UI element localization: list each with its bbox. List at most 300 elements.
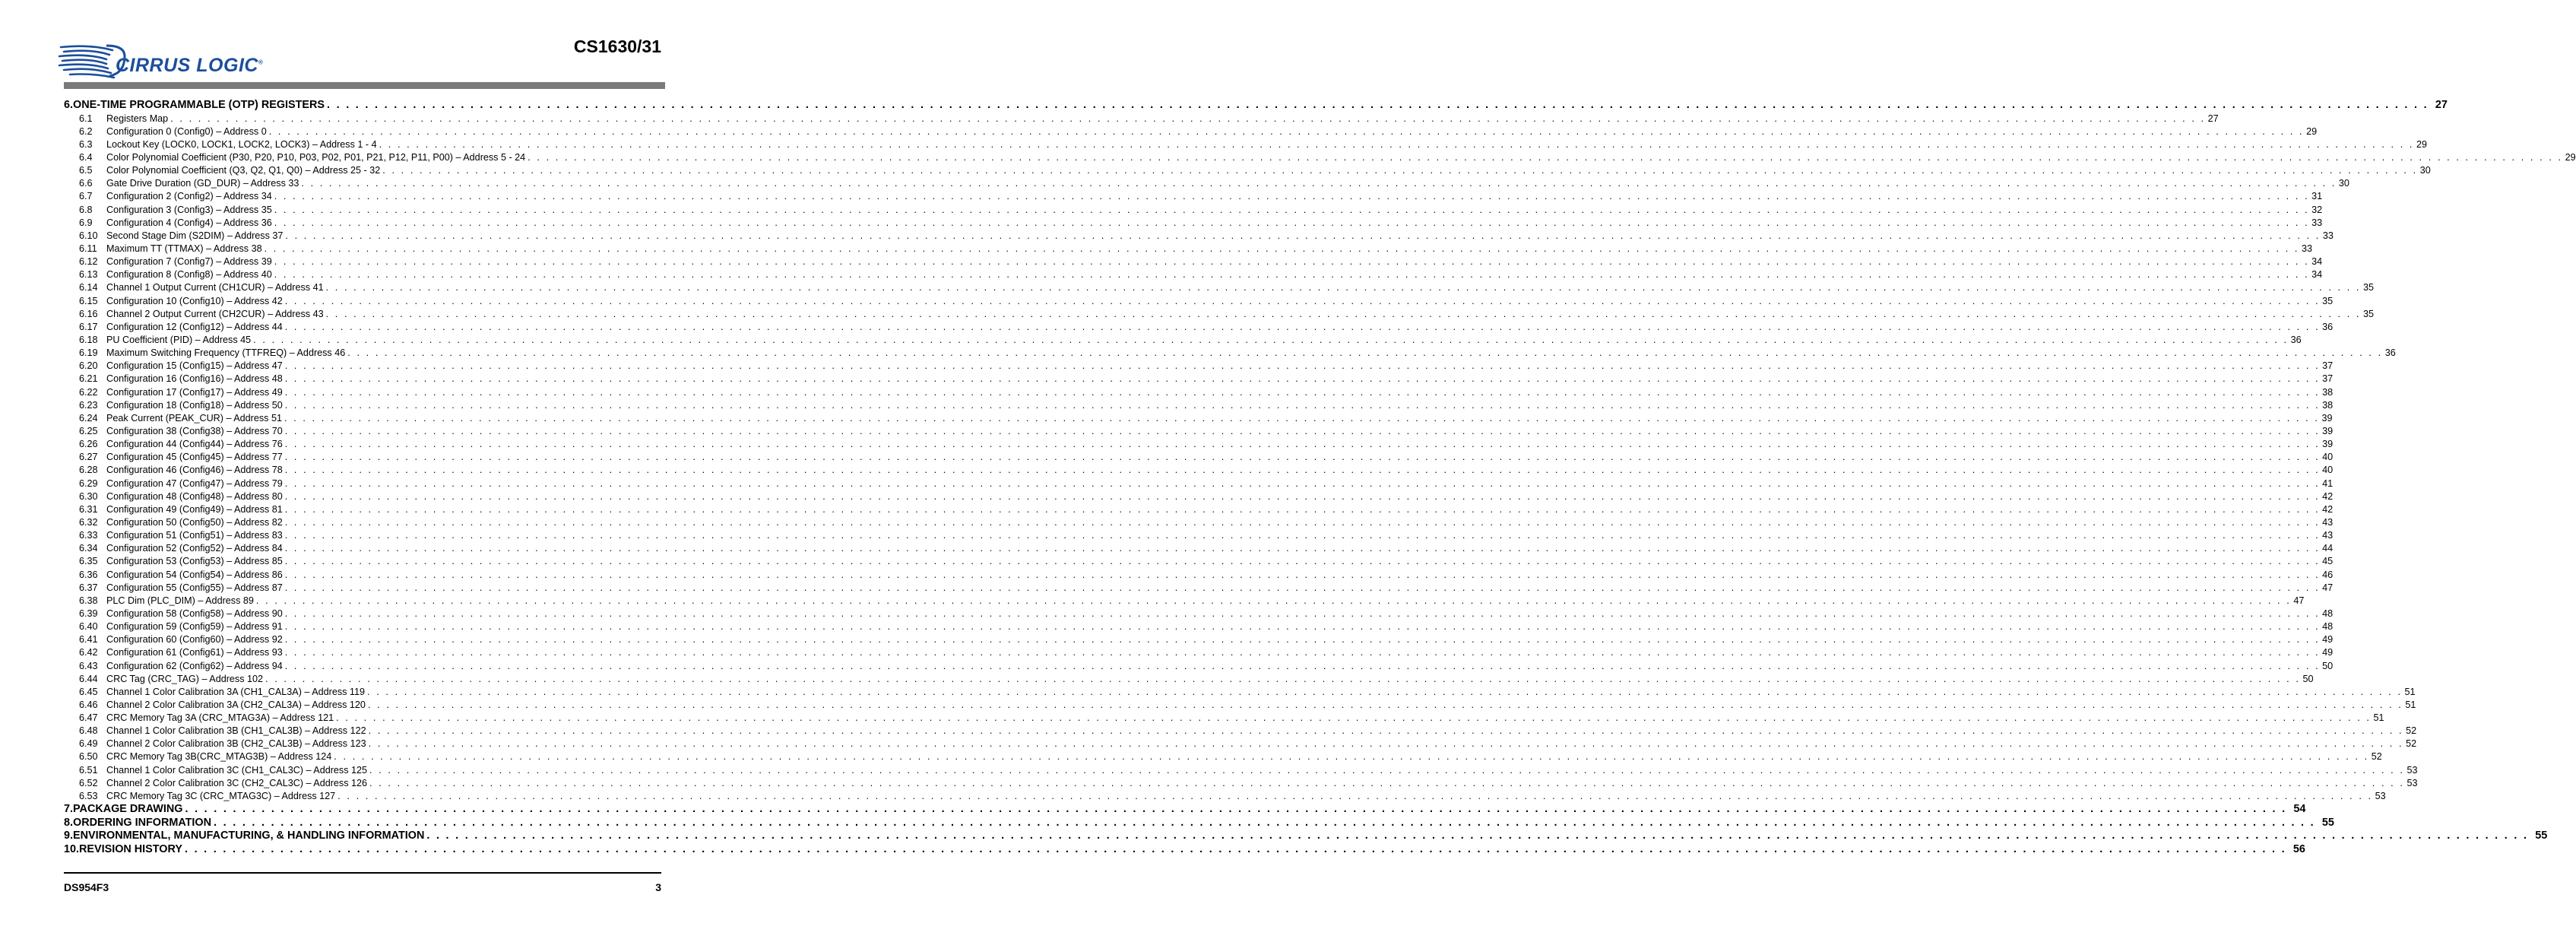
- toc-entry-number: 6.50: [79, 751, 98, 763]
- toc-entry-number: 6.8: [79, 204, 93, 215]
- toc-entry-label: [64, 99, 325, 113]
- toc-entry-title: Configuration 59 (Config59) – Address 91: [106, 621, 283, 633]
- toc-subsection-entry[interactable]: [64, 386, 2334, 399]
- toc-page-number: 44: [2322, 543, 2334, 554]
- toc-section-entry[interactable]: [64, 99, 2448, 113]
- toc-page-number: 48: [2322, 607, 2334, 619]
- toc-entry-number: 8.: [64, 816, 74, 829]
- toc-entry-title: REVISION HISTORY: [79, 842, 182, 855]
- page-number: 3: [655, 881, 661, 893]
- dot-leader: . . . . . . . . . . . . . . . . . . . . . . . . . . . . . . . . . . . . . . . . . . . . . . . . . . . . . . . . . . . . . . . . . . . . . . . . . . . . . . . . . . . . . . . . . . . . . . . . . . . . . . . . . . . . . . . . . . . . . . . . . . . . . . . . . . . . . . . . . . . . . . . . . . . . . . . . . . . . . . . . . . . . . . . . . . . . . . . . . . . . . . . . . . . . . . . . . . . . . . . . . . . . . . . . . . . . . . . . . . . .: [368, 725, 2404, 737]
- dot-leader: . . . . . . . . . . . . . . . . . . . . . . . . . . . . . . . . . . . . . . . . . . . . . . . . . . . . . . . . . . . . . . . . . . . . . . . . . . . . . . . . . . . . . . . . . . . . . . . . . . . . . . . . . . . . . . . . . . . . . . . . . . . . . . . . . . . . . . . . . . . . . . . . . . . . . . . . . . . . . . . . . . . . . . . . . . . . . . . . . . . . . . . . . . . . . . . . . . . . . . . . . . . . . . . . . . . . . . . . . . . .: [336, 712, 2372, 724]
- toc-entry-number: 6.34: [79, 543, 98, 554]
- toc-subsection-entry[interactable]: [64, 230, 2334, 243]
- toc-subsection-entry[interactable]: [64, 177, 2349, 190]
- toc-entry-number: 9.: [64, 830, 74, 842]
- toc-entry-number: 7.: [64, 803, 74, 816]
- toc-page-number: 52: [2406, 725, 2417, 737]
- toc-entry-number: 6.16: [79, 308, 98, 319]
- toc-page-number: 53: [2406, 764, 2418, 776]
- toc-subsection-entry[interactable]: [64, 725, 2417, 738]
- toc-section-entry[interactable]: [64, 803, 2306, 817]
- toc-page-number: 30: [2419, 165, 2431, 176]
- dot-leader: . . . . . . . . . . . . . . . . . . . . . . . . . . . . . . . . . . . . . . . . . . . . . . . . . . . . . . . . . . . . . . . . . . . . . . . . . . . . . . . . . . . . . . . . . . . . . . . . . . . . . . . . . . . . . . . . . . . . . . . . . . . . . . . . . . . . . . . . . . . . . . . . . . . . . . . . . . . . . . . . . . . . . . . . . . . . . . . . . . . . . . . . . . . . . . . . . . . . . . . . . . . . . . . . . . . . . . . . . . . .: [284, 373, 2321, 385]
- toc-entry-number: 6.27: [79, 452, 98, 463]
- toc-entry-title: PLC Dim (PLC_DIM) – Address 89: [106, 595, 254, 606]
- dot-leader: . . . . . . . . . . . . . . . . . . . . . . . . . . . . . . . . . . . . . . . . . . . . . . . . . . . . . . . . . . . . . . . . . . . . . . . . . . . . . . . . . . . . . . . . . . . . . . . . . . . . . . . . . . . . . . . . . . . . . . . . . . . . . . . . . . . . . . . . . . . . . . . . . . . . . . . . . . . . . . . . . . . . . . . . . . . . . . . . . . . . . . . . . . . . . . . . . . . . . . . . . . . . . . . . . . . . . . . . . . . .: [264, 243, 2300, 254]
- toc-entry-number: 6.19: [79, 347, 98, 359]
- toc-subsection-entry[interactable]: [64, 764, 2418, 777]
- toc-subsection-entry[interactable]: [64, 334, 2302, 347]
- toc-subsection-entry[interactable]: [64, 204, 2323, 217]
- dot-leader: . . . . . . . . . . . . . . . . . . . . . . . . . . . . . . . . . . . . . . . . . . . . . . . . . . . . . . . . . . . . . . . . . . . . . . . . . . . . . . . . . . . . . . . . . . . . . . . . . . . . . . . . . . . . . . . . . . . . . . . . . . . . . . . . . . . . . . . . . . . . . . . . . . . . . . . . . . . . . . . . . . . . . . . . . . . . . . . . . . . . . . . . . . . . . . . . . . . . . . . . . . . . . . . . . . . . . . . . . . . .: [285, 230, 2321, 241]
- toc-entry-title: Configuration 55 (Config55) – Address 87: [106, 582, 283, 593]
- toc-entry-label: [64, 830, 424, 843]
- toc-page-number: 38: [2322, 386, 2334, 398]
- toc-page-number: 33: [2322, 230, 2334, 241]
- dot-leader: . . . . . . . . . . . . . . . . . . . . . . . . . . . . . . . . . . . . . . . . . . . . . . . . . . . . . . . . . . . . . . . . . . . . . . . . . . . . . . . . . . . . . . . . . . . . . . . . . . . . . . . . . . . . . . . . . . . . . . . . . . . . . . . . . . . . . . . . . . . . . . . . . . . . . . . . . . . . . . . . . . . . . . . . . . . . . . . . . . . . . . . . . . . . . . . . . . . . . . . . . . . . . . . . . . . . . . . . . . . .: [382, 165, 2418, 176]
- toc-entry-number: 6.17: [79, 321, 98, 332]
- toc-page-number: 50: [2302, 673, 2314, 684]
- toc-entry-title: Channel 2 Color Calibration 3A (CH2_CAL3A) – Address 120: [106, 699, 366, 710]
- dot-leader: . . . . . . . . . . . . . . . . . . . . . . . . . . . . . . . . . . . . . . . . . . . . . . . . . . . . . . . . . . . . . . . . . . . . . . . . . . . . . . . . . . . . . . . . . . . . . . . . . . . . . . . . . . . . . . . . . . . . . . . . . . . . . . . . . . . . . . . . . . . . . . . . . . . . . . . . . . . . . . . . . . . . . . . . . . . . . . . . . . . . . . . . . . . . . . . . . . . . . . . . . . . . . . . . . . . . . . . . . . . .: [274, 217, 2310, 228]
- dot-leader: . . . . . . . . . . . . . . . . . . . . . . . . . . . . . . . . . . . . . . . . . . . . . . . . . . . . . . . . . . . . . . . . . . . . . . . . . . . . . . . . . . . . . . . . . . . . . . . . . . . . . . . . . . . . . . . . . . . . . . . . . . . . . . . . . . . . . . . . . . . . . . . . . . . . . . . . . . . . . . . . . . . . . . . . . . . . . . . . . . . . . . . . . . . . . . . . . . . . . . . . . . . . . . . . . . . . . . . . . . . .: [284, 516, 2321, 528]
- toc-entry-title: Color Polynomial Coefficient (Q3, Q2, Q1, Q0) – Address 25 - 32: [106, 165, 381, 176]
- toc-entry-number: 10.: [64, 842, 80, 855]
- toc-page-number: 29: [2306, 125, 2318, 137]
- toc-entry-title: Configuration 54 (Config54) – Address 86: [106, 569, 283, 580]
- toc-entry-title: Configuration 52 (Config52) – Address 84: [106, 543, 283, 554]
- toc-entry-number: 6.37: [79, 582, 98, 593]
- toc-entry-number: 6.20: [79, 360, 98, 372]
- dot-leader: . . . . . . . . . . . . . . . . . . . . . . . . . . . . . . . . . . . . . . . . . . . . . . . . . . . . . . . . . . . . . . . . . . . . . . . . . . . . . . . . . . . . . . . . . . . . . . . . . . . . . . . . . . . . . . . . . . . . . . . . . . . . . . . . . . . . . . . . . . . . . . . . . . . . . . . . . . . . . . . . . . . . . . . . . . . . . . . . . . . . . . . . . . . . . . . . . . . . . . . . . . . . . . . . . . . . . . . . . . . .: [170, 113, 2206, 124]
- dot-leader: . . . . . . . . . . . . . . . . . . . . . . . . . . . . . . . . . . . . . . . . . . . . . . . . . . . . . . . . . . . . . . . . . . . . . . . . . . . . . . . . . . . . . . . . . . . . . . . . . . . . . . . . . . . . . . . . . . . . . . . . . . . . . . . . . . . . . . . . . . . . . . . . . . . . . . . . . . . . . . . . . . . . . . . . . . . . . . . . . . . . . . . . . . . . . . . . . . . . . . . . . . . . . . . . . . . . . . . . . . . .: [337, 790, 2373, 801]
- toc-page-number: 31: [2311, 191, 2323, 202]
- toc-entry-number: 6.6: [79, 178, 93, 189]
- toc-entry-number: 6.21: [79, 373, 98, 385]
- footer-divider: [64, 872, 661, 874]
- dot-leader: . . . . . . . . . . . . . . . . . . . . . . . . . . . . . . . . . . . . . . . . . . . . . . . . . . . . . . . . . . . . . . . . . . . . . . . . . . . . . . . . . . . . . . . . . . . . . . . . . . . . . . . . . . . . . . . . . . . . . . . . . . . . . . . . . . . . . . . . . . . . . . . . . . . . . . . . . . . . . . . . . . . . . . . . . . . . . . . . . . . . . . . . . . . . . . . . . . . . . . . . . . . . . . . . . . . . . . . . . . . .: [528, 152, 2563, 163]
- dot-leader: . . . . . . . . . . . . . . . . . . . . . . . . . . . . . . . . . . . . . . . . . . . . . . . . . . . . . . . . . . . . . . . . . . . . . . . . . . . . . . . . . . . . . . . . . . . . . . . . . . . . . . . . . . . . . . . . . . . . . . . . . . . . . . . . . . . . . . . . . . . . . . . . . . . . . . . . . . . . . . . . . . . . . . . . . . . . . . . . . . . . . . . . . . . . . . . . . . . . . . . . . . . . . . . . . . . . . . . . . . . .: [284, 477, 2321, 489]
- document-title: CS1630/31: [573, 36, 661, 56]
- toc-subsection-entry[interactable]: [64, 542, 2334, 555]
- toc-entry-number: 6.43: [79, 660, 98, 671]
- toc-page-number: 36: [2384, 347, 2396, 359]
- toc-page-number: 47: [2322, 582, 2334, 593]
- dot-leader: . . . . . . . . . . . . . . . . . . . . . . . . . . . . . . . . . . . . . . . . . . . . . . . . . . . . . . . . . . . . . . . . . . . . . . . . . . . . . . . . . . . . . . . . . . . . . . . . . . . . . . . . . . . . . . . . . . . . . . . . . . . . . . . . . . . . . . . . . . . . . . . . . . . . . . . . . . . . . . . . . . . . . . . . . . . . . . . . . . . . . . . . . . . . . . . . . . . . . . . . . . . . . . . . . . . . . . . . . . . .: [379, 138, 2415, 150]
- toc-page-number: 42: [2322, 490, 2334, 502]
- toc-page-number: 35: [2363, 308, 2375, 319]
- toc-entry-label: [64, 843, 182, 857]
- toc-page-number: 33: [2311, 217, 2323, 228]
- toc-subsection-entry[interactable]: [64, 373, 2334, 385]
- toc-entry-title: Configuration 8 (Config8) – Address 40: [106, 269, 272, 281]
- toc-entry-number: 6.12: [79, 256, 98, 268]
- toc-entry-number: 6.42: [79, 647, 98, 658]
- dot-leader: . . . . . . . . . . . . . . . . . . . . . . . . . . . . . . . . . . . . . . . . . . . . . . . . . . . . . . . . . . . . . . . . . . . . . . . . . . . . . . . . . . . . . . . . . . . . . . . . . . . . . . . . . . . . . . . . . . . . . . . . . . . . . . . . . . . . . . . . . . . . . . . . . . . . . . . . . . . . . . . . . . . . . . . . . . . . . . . . . . . . . . . . . . . . . . . . . . . . . . . . . . . . . . . . . . . . . . . . . . . .: [274, 269, 2310, 281]
- toc-subsection-entry[interactable]: [64, 633, 2334, 646]
- toc-entry-title: Peak Current (PEAK_CUR) – Address 51: [106, 412, 282, 424]
- toc-page-number: 39: [2322, 439, 2334, 450]
- toc-subsection-entry[interactable]: [64, 569, 2334, 582]
- dot-leader: . . . . . . . . . . . . . . . . . . . . . . . . . . . . . . . . . . . . . . . . . . . . . . . . . . . . . . . . . . . . . . . . . . . . . . . . . . . . . . . . . . . . . . . . . . . . . . . . . . . . . . . . . . . . . . . . . . . . . . . . . . . . . . . . . . . . . . . . . . . . . . . . . . . . . . . . . . . . . . . . . . . . . . . . . . . . . . . . . . . . . . . . . . . . . . . . . . . . . . . . . . . . . . . . . . . . . . . . . . . .: [255, 595, 2292, 606]
- toc-entry-title: PACKAGE DRAWING: [73, 803, 183, 816]
- dot-leader: . . . . . . . . . . . . . . . . . . . . . . . . . . . . . . . . . . . . . . . . . . . . . . . . . . . . . . . . . . . . . . . . . . . . . . . . . . . . . . . . . . . . . . . . . . . . . . . . . . . . . . . . . . . . . . . . . . . . . . . . . . . . . . . . . . . . . . . . . . . . . . . . . . . . . . . . . . . . . . . . . . . . . . . . . . . . . . . . . . . . . . . . . . . . . . . . . . . . . . . . . . . . . . . . . . . . . . . . . . . .: [284, 582, 2321, 593]
- toc-entry-title: ORDERING INFORMATION: [73, 816, 212, 829]
- toc-entry-title: Configuration 15 (Config15) – Address 47: [106, 360, 283, 372]
- toc-entry-number: 6.36: [79, 569, 98, 580]
- toc-entry-title: Configuration 12 (Config12) – Address 44: [106, 321, 283, 332]
- toc-subsection-entry[interactable]: [64, 217, 2323, 230]
- brand-name: CIRRUS LOGIC®: [116, 55, 264, 76]
- toc-entry-number: 6.44: [79, 673, 98, 684]
- toc-page-number: 34: [2311, 269, 2323, 281]
- toc-subsection-entry[interactable]: [64, 660, 2334, 673]
- toc-entry-number: 6.7: [79, 191, 93, 202]
- toc-page-number: 27: [2207, 113, 2219, 124]
- toc-entry-title: Gate Drive Duration (GD_DUR) – Address 33: [106, 178, 299, 189]
- toc-page-number: 55: [2321, 816, 2334, 829]
- toc-subsection-entry[interactable]: [64, 190, 2323, 203]
- toc-subsection-entry[interactable]: [64, 243, 2313, 255]
- dot-leader: . . . . . . . . . . . . . . . . . . . . . . . . . . . . . . . . . . . . . . . . . . . . . . . . . . . . . . . . . . . . . . . . . . . . . . . . . . . . . . . . . . . . . . . . . . . . . . . . . . . . . . . . . . . . . . . . . . . . . . . . . . . . . . . . . . . . . . . . . . . . . . . . . . . . . . . . . . . . . . . . . . . . . . . . . . . . . . . . . . . . . . . . . . . . . . . . . . . . . . . . . . . . . . . . . . . . . . . . . . . .: [426, 830, 2529, 842]
- toc-subsection-entry[interactable]: [64, 255, 2323, 268]
- toc-subsection-entry[interactable]: [64, 646, 2334, 659]
- toc-page-number: 55: [2535, 830, 2548, 842]
- dot-leader: . . . . . . . . . . . . . . . . . . . . . . . . . . . . . . . . . . . . . . . . . . . . . . . . . . . . . . . . . . . . . . . . . . . . . . . . . . . . . . . . . . . . . . . . . . . . . . . . . . . . . . . . . . . . . . . . . . . . . . . . . . . . . . . . . . . . . . . . . . . . . . . . . . . . . . . . . . . . . . . . . . . . . . . . . . . . . . . . . . . . . . . . . . . . . . . . . . . . . . . . . . . . . . . . . . . . . . . . . . . .: [284, 530, 2321, 541]
- toc-subsection-entry[interactable]: [64, 620, 2334, 633]
- toc-page-number: 37: [2322, 360, 2334, 372]
- dot-leader: . . . . . . . . . . . . . . . . . . . . . . . . . . . . . . . . . . . . . . . . . . . . . . . . . . . . . . . . . . . . . . . . . . . . . . . . . . . . . . . . . . . . . . . . . . . . . . . . . . . . . . . . . . . . . . . . . . . . . . . . . . . . . . . . . . . . . . . . . . . . . . . . . . . . . . . . . . . . . . . . . . . . . . . . . . . . . . . . . . . . . . . . . . . . . . . . . . . . . . . . . . . . . . . . . . . . . . . . . . . .: [347, 347, 2383, 359]
- toc-subsection-entry[interactable]: [64, 438, 2334, 451]
- toc-page-number: 38: [2322, 399, 2334, 411]
- toc-entry-number: 6.49: [79, 738, 98, 750]
- toc-page-number: 53: [2375, 790, 2386, 801]
- toc-entry-number: 6.33: [79, 530, 98, 541]
- toc-entry-number: 6.48: [79, 725, 98, 737]
- toc-page-number: 39: [2321, 412, 2333, 424]
- toc-page-number: 46: [2322, 569, 2334, 580]
- dot-leader: . . . . . . . . . . . . . . . . . . . . . . . . . . . . . . . . . . . . . . . . . . . . . . . . . . . . . . . . . . . . . . . . . . . . . . . . . . . . . . . . . . . . . . . . . . . . . . . . . . . . . . . . . . . . . . . . . . . . . . . . . . . . . . . . . . . . . . . . . . . . . . . . . . . . . . . . . . . . . . . . . . . . . . . . . . . . . . . . . . . . . . . . . . . . . . . . . . . . . . . . . . . . . . . . . . . . . . . . . . . .: [284, 425, 2321, 436]
- toc-entry-number: 6.11: [79, 243, 97, 254]
- toc-subsection-entry[interactable]: [64, 477, 2334, 490]
- toc-page-number: 35: [2322, 295, 2334, 306]
- toc-entry-title: Channel 1 Color Calibration 3A (CH1_CAL3A) – Address 119: [106, 686, 365, 697]
- dot-leader: . . . . . . . . . . . . . . . . . . . . . . . . . . . . . . . . . . . . . . . . . . . . . . . . . . . . . . . . . . . . . . . . . . . . . . . . . . . . . . . . . . . . . . . . . . . . . . . . . . . . . . . . . . . . . . . . . . . . . . . . . . . . . . . . . . . . . . . . . . . . . . . . . . . . . . . . . . . . . . . . . . . . . . . . . . . . . . . . . . . . . . . . . . . . . . . . . . . . . . . . . . . . . . . . . . . . . . . . . . . .: [367, 686, 2403, 697]
- toc-page-number: 34: [2311, 256, 2323, 268]
- toc-page-number: 49: [2322, 634, 2334, 646]
- dot-leader: . . . . . . . . . . . . . . . . . . . . . . . . . . . . . . . . . . . . . . . . . . . . . . . . . . . . . . . . . . . . . . . . . . . . . . . . . . . . . . . . . . . . . . . . . . . . . . . . . . . . . . . . . . . . . . . . . . . . . . . . . . . . . . . . . . . . . . . . . . . . . . . . . . . . . . . . . . . . . . . . . . . . . . . . . . . . . . . . . . . . . . . . . . . . . . . . . . . . . . . . . . . . . . . . . . . . . . . . . . . .: [274, 204, 2310, 215]
- toc-entry-number: 6.30: [79, 490, 98, 502]
- toc-subsection-entry[interactable]: [64, 138, 2428, 151]
- toc-entry-number: 6.31: [79, 503, 98, 515]
- toc-subsection-entry[interactable]: [64, 777, 2418, 790]
- toc-page-number: 27: [2435, 99, 2448, 111]
- toc-page-number: 52: [2371, 751, 2382, 763]
- toc-entry-title: Channel 2 Color Calibration 3C (CH2_CAL3C) – Address 126: [106, 777, 368, 788]
- toc-entry-number: 6.39: [79, 607, 98, 619]
- toc-subsection-entry[interactable]: [64, 113, 2219, 125]
- toc-subsection-entry[interactable]: [64, 347, 2396, 360]
- toc-subsection-entry[interactable]: [64, 699, 2416, 712]
- toc-entry-title: Configuration 10 (Config10) – Address 42: [106, 295, 283, 306]
- toc-entry-number: 6.9: [79, 217, 93, 228]
- toc-subsection-entry[interactable]: [64, 399, 2334, 412]
- dot-leader: . . . . . . . . . . . . . . . . . . . . . . . . . . . . . . . . . . . . . . . . . . . . . . . . . . . . . . . . . . . . . . . . . . . . . . . . . . . . . . . . . . . . . . . . . . . . . . . . . . . . . . . . . . . . . . . . . . . . . . . . . . . . . . . . . . . . . . . . . . . . . . . . . . . . . . . . . . . . . . . . . . . . . . . . . . . . . . . . . . . . . . . . . . . . . . . . . . . . . . . . . . . . . . . . . . . . . . . . . . . .: [284, 660, 2321, 671]
- table-of-contents: [64, 99, 2576, 856]
- toc-entry-number: 6.41: [79, 634, 98, 646]
- dot-leader: . . . . . . . . . . . . . . . . . . . . . . . . . . . . . . . . . . . . . . . . . . . . . . . . . . . . . . . . . . . . . . . . . . . . . . . . . . . . . . . . . . . . . . . . . . . . . . . . . . . . . . . . . . . . . . . . . . . . . . . . . . . . . . . . . . . . . . . . . . . . . . . . . . . . . . . . . . . . . . . . . . . . . . . . . . . . . . . . . . . . . . . . . . . . . . . . . . . . . . . . . . . . . . . . . . . . . . . . . . . .: [325, 308, 2362, 319]
- dot-leader: . . . . . . . . . . . . . . . . . . . . . . . . . . . . . . . . . . . . . . . . . . . . . . . . . . . . . . . . . . . . . . . . . . . . . . . . . . . . . . . . . . . . . . . . . . . . . . . . . . . . . . . . . . . . . . . . . . . . . . . . . . . . . . . . . . . . . . . . . . . . . . . . . . . . . . . . . . . . . . . . . . . . . . . . . . . . . . . . . . . . . . . . . . . . . . . . . . . . . . . . . . . . . . . . . . . . . . . . . . . .: [274, 256, 2310, 268]
- toc-section-entry[interactable]: [64, 830, 2548, 843]
- toc-entry-number: 6.35: [79, 556, 98, 567]
- toc-subsection-entry[interactable]: [64, 412, 2333, 425]
- dot-leader: . . . . . . . . . . . . . . . . . . . . . . . . . . . . . . . . . . . . . . . . . . . . . . . . . . . . . . . . . . . . . . . . . . . . . . . . . . . . . . . . . . . . . . . . . . . . . . . . . . . . . . . . . . . . . . . . . . . . . . . . . . . . . . . . . . . . . . . . . . . . . . . . . . . . . . . . . . . . . . . . . . . . . . . . . . . . . . . . . . . . . . . . . . . . . . . . . . . . . . . . . . . . . . . . . . . . . . . . . . . .: [369, 764, 2405, 776]
- toc-subsection-entry[interactable]: [64, 490, 2334, 503]
- toc-entry-title: Configuration 2 (Config2) – Address 34: [106, 191, 272, 202]
- toc-entry-number: 6.5: [79, 165, 93, 176]
- toc-subsection-entry[interactable]: [64, 360, 2334, 373]
- toc-entry-label: [64, 817, 211, 830]
- toc-page-number: 37: [2322, 373, 2334, 385]
- toc-entry-title: CRC Tag (CRC_TAG) – Address 102: [106, 673, 264, 684]
- toc-page-number: 54: [2293, 803, 2306, 816]
- toc-page-number: 40: [2322, 452, 2334, 463]
- toc-entry-number: 6.25: [79, 425, 98, 436]
- toc-entry-number: 6.10: [79, 230, 98, 241]
- dot-leader: . . . . . . . . . . . . . . . . . . . . . . . . . . . . . . . . . . . . . . . . . . . . . . . . . . . . . . . . . . . . . . . . . . . . . . . . . . . . . . . . . . . . . . . . . . . . . . . . . . . . . . . . . . . . . . . . . . . . . . . . . . . . . . . . . . . . . . . . . . . . . . . . . . . . . . . . . . . . . . . . . . . . . . . . . . . . . . . . . . . . . . . . . . . . . . . . . . . . . . . . . . . . . . . . . . . . . . . . . . . .: [284, 386, 2321, 398]
- toc-subsection-entry[interactable]: [64, 464, 2334, 477]
- dot-leader: . . . . . . . . . . . . . . . . . . . . . . . . . . . . . . . . . . . . . . . . . . . . . . . . . . . . . . . . . . . . . . . . . . . . . . . . . . . . . . . . . . . . . . . . . . . . . . . . . . . . . . . . . . . . . . . . . . . . . . . . . . . . . . . . . . . . . . . . . . . . . . . . . . . . . . . . . . . . . . . . . . . . . . . . . . . . . . . . . . . . . . . . . . . . . . . . . . . . . . . . . . . . . . . . . . . . . . . . . . . .: [284, 452, 2321, 463]
- toc-page-number: 53: [2406, 777, 2418, 788]
- toc-subsection-entry[interactable]: [64, 712, 2384, 725]
- toc-entry-label: [64, 803, 182, 817]
- dot-leader: . . . . . . . . . . . . . . . . . . . . . . . . . . . . . . . . . . . . . . . . . . . . . . . . . . . . . . . . . . . . . . . . . . . . . . . . . . . . . . . . . . . . . . . . . . . . . . . . . . . . . . . . . . . . . . . . . . . . . . . . . . . . . . . . . . . . . . . . . . . . . . . . . . . . . . . . . . . . . . . . . . . . . . . . . . . . . . . . . . . . . . . . . . . . . . . . . . . . . . . . . . . . . . . . . . . . . . . . . . . .: [367, 699, 2403, 710]
- dot-leader: . . . . . . . . . . . . . . . . . . . . . . . . . . . . . . . . . . . . . . . . . . . . . . . . . . . . . . . . . . . . . . . . . . . . . . . . . . . . . . . . . . . . . . . . . . . . . . . . . . . . . . . . . . . . . . . . . . . . . . . . . . . . . . . . . . . . . . . . . . . . . . . . . . . . . . . . . . . . . . . . . . . . . . . . . . . . . . . . . . . . . . . . . . . . . . . . . . . . . . . . . . . . . . . . . . . . . . . . . . . .: [284, 439, 2321, 450]
- toc-entry-title: Configuration 51 (Config51) – Address 83: [106, 530, 283, 541]
- toc-entry-number: 6.14: [79, 282, 98, 293]
- toc-section-entry[interactable]: [64, 816, 2334, 830]
- toc-entry-title: Configuration 18 (Config18) – Address 50: [106, 399, 283, 411]
- toc-section-entry[interactable]: [64, 842, 2305, 857]
- toc-entry-number: 6.3: [79, 138, 93, 150]
- toc-page-number: 51: [2404, 686, 2416, 697]
- toc-page-number: 48: [2322, 621, 2334, 633]
- toc-page-number: 43: [2322, 530, 2334, 541]
- toc-page-number: 36: [2290, 334, 2302, 345]
- toc-entry-number: 6.23: [79, 399, 98, 411]
- toc-entry-title: Maximum TT (TTMAX) – Address 38: [106, 243, 262, 254]
- toc-entry-title: Channel 1 Color Calibration 3B (CH1_CAL3B) – Address 122: [106, 725, 366, 737]
- toc-page-number: 29: [2416, 138, 2428, 150]
- toc-subsection-entry[interactable]: [64, 738, 2417, 750]
- toc-entry-title: Second Stage Dim (S2DIM) – Address 37: [106, 230, 284, 241]
- toc-page-number: 35: [2363, 282, 2375, 293]
- dot-leader: . . . . . . . . . . . . . . . . . . . . . . . . . . . . . . . . . . . . . . . . . . . . . . . . . . . . . . . . . . . . . . . . . . . . . . . . . . . . . . . . . . . . . . . . . . . . . . . . . . . . . . . . . . . . . . . . . . . . . . . . . . . . . . . . . . . . . . . . . . . . . . . . . . . . . . . . . . . . . . . . . . . . . . . . . . . . . . . . . . . . . . . . . . . . . . . . . . . . . . . . . . . . . . . . . . . . . . . . . . . .: [284, 503, 2321, 515]
- toc-page-number: 41: [2322, 477, 2334, 489]
- toc-entry-number: 6.29: [79, 477, 98, 489]
- dot-leader: . . . . . . . . . . . . . . . . . . . . . . . . . . . . . . . . . . . . . . . . . . . . . . . . . . . . . . . . . . . . . . . . . . . . . . . . . . . . . . . . . . . . . . . . . . . . . . . . . . . . . . . . . . . . . . . . . . . . . . . . . . . . . . . . . . . . . . . . . . . . . . . . . . . . . . . . . . . . . . . . . . . . . . . . . . . . . . . . . . . . . . . . . . . . . . . . . . . . . . . . . . . . . . . . . . . . . . . . . . . .: [214, 816, 2315, 829]
- toc-entry-number: 6.4: [79, 152, 93, 163]
- toc-entry-title: Configuration 45 (Config45) – Address 77: [106, 452, 283, 463]
- toc-page-number: 33: [2302, 243, 2313, 254]
- toc-entry-title: Configuration 47 (Config47) – Address 79: [106, 477, 283, 489]
- toc-entry-title: Configuration 61 (Config61) – Address 93: [106, 647, 283, 658]
- toc-entry-number: 6.13: [79, 269, 98, 281]
- toc-entry-number: 6.15: [79, 295, 98, 306]
- toc-subsection-entry[interactable]: [64, 750, 2382, 763]
- toc-entry-number: 6.1: [79, 113, 93, 124]
- toc-entry-title: Channel 2 Color Calibration 3B (CH2_CAL3B) – Address 123: [106, 738, 366, 750]
- dot-leader: . . . . . . . . . . . . . . . . . . . . . . . . . . . . . . . . . . . . . . . . . . . . . . . . . . . . . . . . . . . . . . . . . . . . . . . . . . . . . . . . . . . . . . . . . . . . . . . . . . . . . . . . . . . . . . . . . . . . . . . . . . . . . . . . . . . . . . . . . . . . . . . . . . . . . . . . . . . . . . . . . . . . . . . . . . . . . . . . . . . . . . . . . . . . . . . . . . . . . . . . . . . . . . . . . . . . . . . . . . . .: [284, 412, 2320, 424]
- dot-leader: . . . . . . . . . . . . . . . . . . . . . . . . . . . . . . . . . . . . . . . . . . . . . . . . . . . . . . . . . . . . . . . . . . . . . . . . . . . . . . . . . . . . . . . . . . . . . . . . . . . . . . . . . . . . . . . . . . . . . . . . . . . . . . . . . . . . . . . . . . . . . . . . . . . . . . . . . . . . . . . . . . . . . . . . . . . . . . . . . . . . . . . . . . . . . . . . . . . . . . . . . . . . . . . . . . . . . . . . . . . .: [284, 490, 2321, 502]
- dot-leader: . . . . . . . . . . . . . . . . . . . . . . . . . . . . . . . . . . . . . . . . . . . . . . . . . . . . . . . . . . . . . . . . . . . . . . . . . . . . . . . . . . . . . . . . . . . . . . . . . . . . . . . . . . . . . . . . . . . . . . . . . . . . . . . . . . . . . . . . . . . . . . . . . . . . . . . . . . . . . . . . . . . . . . . . . . . . . . . . . . . . . . . . . . . . . . . . . . . . . . . . . . . . . . . . . . . . . . . . . . . .: [368, 738, 2404, 750]
- toc-subsection-entry[interactable]: [64, 686, 2416, 699]
- toc-subsection-entry[interactable]: [64, 425, 2334, 438]
- toc-entry-number: 6.28: [79, 465, 98, 476]
- toc-entry-title: Lockout Key (LOCK0, LOCK1, LOCK2, LOCK3) – Address 1 - 4: [106, 138, 377, 150]
- dot-leader: . . . . . . . . . . . . . . . . . . . . . . . . . . . . . . . . . . . . . . . . . . . . . . . . . . . . . . . . . . . . . . . . . . . . . . . . . . . . . . . . . . . . . . . . . . . . . . . . . . . . . . . . . . . . . . . . . . . . . . . . . . . . . . . . . . . . . . . . . . . . . . . . . . . . . . . . . . . . . . . . . . . . . . . . . . . . . . . . . . . . . . . . . . . . . . . . . . . . . . . . . . . . . . . . . . . . . . . . . . . .: [284, 360, 2321, 372]
- toc-page-number: 32: [2311, 204, 2323, 215]
- toc-entry-number: 6.18: [79, 334, 98, 345]
- toc-subsection-entry[interactable]: [64, 673, 2314, 686]
- dot-leader: . . . . . . . . . . . . . . . . . . . . . . . . . . . . . . . . . . . . . . . . . . . . . . . . . . . . . . . . . . . . . . . . . . . . . . . . . . . . . . . . . . . . . . . . . . . . . . . . . . . . . . . . . . . . . . . . . . . . . . . . . . . . . . . . . . . . . . . . . . . . . . . . . . . . . . . . . . . . . . . . . . . . . . . . . . . . . . . . . . . . . . . . . . . . . . . . . . . . . . . . . . . . . . . . . . . . . . . . . . . .: [284, 621, 2321, 633]
- toc-entry-title: Configuration 7 (Config7) – Address 39: [106, 256, 272, 268]
- header-divider: [64, 82, 665, 89]
- dot-leader: . . . . . . . . . . . . . . . . . . . . . . . . . . . . . . . . . . . . . . . . . . . . . . . . . . . . . . . . . . . . . . . . . . . . . . . . . . . . . . . . . . . . . . . . . . . . . . . . . . . . . . . . . . . . . . . . . . . . . . . . . . . . . . . . . . . . . . . . . . . . . . . . . . . . . . . . . . . . . . . . . . . . . . . . . . . . . . . . . . . . . . . . . . . . . . . . . . . . . . . . . . . . . . . . . . . . . . . . . . . .: [284, 543, 2321, 554]
- toc-entry-title: Configuration 16 (Config16) – Address 48: [106, 373, 283, 385]
- toc-entry-title: CRC Memory Tag 3C (CRC_MTAG3C) – Address 127: [106, 790, 336, 801]
- toc-subsection-entry[interactable]: [64, 503, 2334, 516]
- toc-entry-title: Channel 2 Output Current (CH2CUR) – Address 43: [106, 308, 324, 319]
- toc-entry-title: Channel 1 Color Calibration 3C (CH1_CAL3C) – Address 125: [106, 764, 368, 776]
- toc-entry-number: 6.: [64, 99, 74, 111]
- toc-entry-title: Channel 1 Output Current (CH1CUR) – Address 41: [106, 282, 324, 293]
- dot-leader: . . . . . . . . . . . . . . . . . . . . . . . . . . . . . . . . . . . . . . . . . . . . . . . . . . . . . . . . . . . . . . . . . . . . . . . . . . . . . . . . . . . . . . . . . . . . . . . . . . . . . . . . . . . . . . . . . . . . . . . . . . . . . . . . . . . . . . . . . . . . . . . . . . . . . . . . . . . . . . . . . . . . . . . . . . . . . . . . . . . . . . . . . . . . . . . . . . . . . . . . . . . . . . . . . . . . . . . . . . . .: [301, 178, 2337, 189]
- toc-entry-title: Configuration 0 (Config0) – Address 0: [106, 125, 267, 137]
- toc-page-number: 56: [2292, 842, 2305, 855]
- toc-page-number: 29: [2565, 152, 2576, 163]
- toc-subsection-entry[interactable]: [64, 164, 2431, 177]
- toc-entry-title: Configuration 60 (Config60) – Address 92: [106, 634, 283, 646]
- toc-page-number: 30: [2338, 178, 2349, 189]
- toc-entry-title: Configuration 48 (Config48) – Address 80: [106, 490, 283, 502]
- dot-leader: . . . . . . . . . . . . . . . . . . . . . . . . . . . . . . . . . . . . . . . . . . . . . . . . . . . . . . . . . . . . . . . . . . . . . . . . . . . . . . . . . . . . . . . . . . . . . . . . . . . . . . . . . . . . . . . . . . . . . . . . . . . . . . . . . . . . . . . . . . . . . . . . . . . . . . . . . . . . . . . . . . . . . . . . . . . . . . . . . . . . . . . . . . . . . . . . . . . . . . . . . . . . . . . . . . . . . . . . . . . .: [284, 569, 2321, 580]
- dot-leader: . . . . . . . . . . . . . . . . . . . . . . . . . . . . . . . . . . . . . . . . . . . . . . . . . . . . . . . . . . . . . . . . . . . . . . . . . . . . . . . . . . . . . . . . . . . . . . . . . . . . . . . . . . . . . . . . . . . . . . . . . . . . . . . . . . . . . . . . . . . . . . . . . . . . . . . . . . . . . . . . . . . . . . . . . . . . . . . . . . . . . . . . . . . . . . . . . . . . . . . . . . . . . . . . . . . . . . . . . . . .: [334, 751, 2369, 763]
- toc-entry-title: Configuration 53 (Config53) – Address 85: [106, 556, 283, 567]
- toc-subsection-entry[interactable]: [64, 595, 2305, 607]
- toc-subsection-entry[interactable]: [64, 125, 2318, 138]
- dot-leader: . . . . . . . . . . . . . . . . . . . . . . . . . . . . . . . . . . . . . . . . . . . . . . . . . . . . . . . . . . . . . . . . . . . . . . . . . . . . . . . . . . . . . . . . . . . . . . . . . . . . . . . . . . . . . . . . . . . . . . . . . . . . . . . . . . . . . . . . . . . . . . . . . . . . . . . . . . . . . . . . . . . . . . . . . . . . . . . . . . . . . . . . . . . . . . . . . . . . . . . . . . . . . . . . . . . . . . . . . . . .: [325, 282, 2362, 293]
- toc-entry-title: Registers Map: [106, 113, 169, 124]
- dot-leader: . . . . . . . . . . . . . . . . . . . . . . . . . . . . . . . . . . . . . . . . . . . . . . . . . . . . . . . . . . . . . . . . . . . . . . . . . . . . . . . . . . . . . . . . . . . . . . . . . . . . . . . . . . . . . . . . . . . . . . . . . . . . . . . . . . . . . . . . . . . . . . . . . . . . . . . . . . . . . . . . . . . . . . . . . . . . . . . . . . . . . . . . . . . . . . . . . . . . . . . . . . . . . . . . . . . . . . . . . . . .: [369, 777, 2405, 788]
- toc-entry-number: 6.53: [79, 790, 98, 801]
- toc-subsection-entry[interactable]: [64, 582, 2334, 595]
- toc-entry-title: Configuration 50 (Config50) – Address 82: [106, 516, 283, 528]
- toc-entry-title: Configuration 38 (Config38) – Address 70: [106, 425, 283, 436]
- dot-leader: . . . . . . . . . . . . . . . . . . . . . . . . . . . . . . . . . . . . . . . . . . . . . . . . . . . . . . . . . . . . . . . . . . . . . . . . . . . . . . . . . . . . . . . . . . . . . . . . . . . . . . . . . . . . . . . . . . . . . . . . . . . . . . . . . . . . . . . . . . . . . . . . . . . . . . . . . . . . . . . . . . . . . . . . . . . . . . . . . . . . . . . . . . . . . . . . . . . . . . . . . . . . . . . . . . . . . . . . . . . .: [284, 295, 2321, 306]
- dot-leader: . . . . . . . . . . . . . . . . . . . . . . . . . . . . . . . . . . . . . . . . . . . . . . . . . . . . . . . . . . . . . . . . . . . . . . . . . . . . . . . . . . . . . . . . . . . . . . . . . . . . . . . . . . . . . . . . . . . . . . . . . . . . . . . . . . . . . . . . . . . . . . . . . . . . . . . . . . . . . . . . . . . . . . . . . . . . . . . . . . . . . . . . . . . . . . . . . . . . . . . . . . . . . . . . . . . . . . . . . . . .: [284, 321, 2321, 332]
- toc-entry-title: Maximum Switching Frequency (TTFREQ) – Address 46: [106, 347, 346, 359]
- toc-entry-title: PU Coefficient (PID) – Address 45: [106, 334, 252, 345]
- toc-entry-title: Configuration 4 (Config4) – Address 36: [106, 217, 272, 228]
- toc-entry-title: Configuration 46 (Config46) – Address 78: [106, 465, 283, 476]
- dot-leader: . . . . . . . . . . . . . . . . . . . . . . . . . . . . . . . . . . . . . . . . . . . . . . . . . . . . . . . . . . . . . . . . . . . . . . . . . . . . . . . . . . . . . . . . . . . . . . . . . . . . . . . . . . . . . . . . . . . . . . . . . . . . . . . . . . . . . . . . . . . . . . . . . . . . . . . . . . . . . . . . . . . . . . . . . . . . . . . . . . . . . . . . . . . . . . . . . . . . . . . . . . . . . . . . . . . . . . . . . . . .: [268, 125, 2305, 137]
- dot-leader: . . . . . . . . . . . . . . . . . . . . . . . . . . . . . . . . . . . . . . . . . . . . . . . . . . . . . . . . . . . . . . . . . . . . . . . . . . . . . . . . . . . . . . . . . . . . . . . . . . . . . . . . . . . . . . . . . . . . . . . . . . . . . . . . . . . . . . . . . . . . . . . . . . . . . . . . . . . . . . . . . . . . . . . . . . . . . . . . . . . . . . . . . . . . . . . . . . . . . . . . . . . . . . . . . . . . . . . . . . . .: [253, 334, 2289, 345]
- toc-page-number: 49: [2322, 647, 2334, 658]
- toc-entry-number: 6.46: [79, 699, 98, 710]
- toc-subsection-entry[interactable]: [64, 151, 2576, 164]
- dot-leader: . . . . . . . . . . . . . . . . . . . . . . . . . . . . . . . . . . . . . . . . . . . . . . . . . . . . . . . . . . . . . . . . . . . . . . . . . . . . . . . . . . . . . . . . . . . . . . . . . . . . . . . . . . . . . . . . . . . . . . . . . . . . . . . . . . . . . . . . . . . . . . . . . . . . . . . . . . . . . . . . . . . . . . . . . . . . . . . . . . . . . . . . . . . . . . . . . . . . . . . . . . . . . . . . . . . . . . . . . . . .: [274, 191, 2310, 202]
- toc-entry-title: Configuration 58 (Config58) – Address 90: [106, 607, 283, 619]
- toc-entry-number: 6.2: [79, 125, 93, 137]
- toc-page-number: 50: [2322, 660, 2334, 671]
- toc-subsection-entry[interactable]: [64, 516, 2334, 529]
- dot-leader: . . . . . . . . . . . . . . . . . . . . . . . . . . . . . . . . . . . . . . . . . . . . . . . . . . . . . . . . . . . . . . . . . . . . . . . . . . . . . . . . . . . . . . . . . . . . . . . . . . . . . . . . . . . . . . . . . . . . . . . . . . . . . . . . . . . . . . . . . . . . . . . . . . . . . . . . . . . . . . . . . . . . . . . . . . . . . . . . . . . . . . . . . . . . . . . . . . . . . . . . . . . . . . . . . . . . . . . . . . . .: [184, 842, 2286, 855]
- toc-entry-title: ONE-TIME PROGRAMMABLE (OTP) REGISTERS: [73, 99, 325, 111]
- toc-page-number: 45: [2322, 556, 2334, 567]
- toc-subsection-entry[interactable]: [64, 321, 2334, 334]
- toc-entry-title: Configuration 62 (Config62) – Address 94: [106, 660, 283, 671]
- toc-entry-number: 6.47: [79, 712, 98, 724]
- toc-page-number: 52: [2406, 738, 2417, 750]
- toc-entry-number: 6.26: [79, 439, 98, 450]
- toc-subsection-entry[interactable]: [64, 555, 2334, 568]
- toc-subsection-entry[interactable]: [64, 308, 2375, 321]
- toc-entry-title: Configuration 49 (Config49) – Address 81: [106, 503, 283, 515]
- dot-leader: . . . . . . . . . . . . . . . . . . . . . . . . . . . . . . . . . . . . . . . . . . . . . . . . . . . . . . . . . . . . . . . . . . . . . . . . . . . . . . . . . . . . . . . . . . . . . . . . . . . . . . . . . . . . . . . . . . . . . . . . . . . . . . . . . . . . . . . . . . . . . . . . . . . . . . . . . . . . . . . . . . . . . . . . . . . . . . . . . . . . . . . . . . . . . . . . . . . . . . . . . . . . . . . . . . . . . . . . . . . .: [284, 465, 2321, 476]
- toc-subsection-entry[interactable]: [64, 295, 2334, 308]
- toc-page-number: 51: [2405, 699, 2416, 710]
- toc-subsection-entry[interactable]: [64, 268, 2323, 281]
- toc-entry-number: 6.52: [79, 777, 98, 788]
- toc-entry-title: Configuration 44 (Config44) – Address 76: [106, 439, 283, 450]
- dot-leader: . . . . . . . . . . . . . . . . . . . . . . . . . . . . . . . . . . . . . . . . . . . . . . . . . . . . . . . . . . . . . . . . . . . . . . . . . . . . . . . . . . . . . . . . . . . . . . . . . . . . . . . . . . . . . . . . . . . . . . . . . . . . . . . . . . . . . . . . . . . . . . . . . . . . . . . . . . . . . . . . . . . . . . . . . . . . . . . . . . . . . . . . . . . . . . . . . . . . . . . . . . . . . . . . . . . . . . . . . . . .: [265, 673, 2301, 684]
- dot-leader: . . . . . . . . . . . . . . . . . . . . . . . . . . . . . . . . . . . . . . . . . . . . . . . . . . . . . . . . . . . . . . . . . . . . . . . . . . . . . . . . . . . . . . . . . . . . . . . . . . . . . . . . . . . . . . . . . . . . . . . . . . . . . . . . . . . . . . . . . . . . . . . . . . . . . . . . . . . . . . . . . . . . . . . . . . . . . . . . . . . . . . . . . . . . . . . . . . . . . . . . . . . . . . . . . . . . . . . . . . . .: [284, 399, 2321, 411]
- toc-entry-number: 6.45: [79, 686, 98, 697]
- toc-entry-title: CRC Memory Tag 3A (CRC_MTAG3A) – Address 121: [106, 712, 334, 724]
- toc-entry-title: Configuration 3 (Config3) – Address 35: [106, 204, 272, 215]
- toc-subsection-entry[interactable]: [64, 281, 2375, 294]
- toc-entry-number: 6.38: [79, 595, 98, 606]
- toc-entry-title: Configuration 17 (Config17) – Address 49: [106, 386, 283, 398]
- toc-page-number: 47: [2293, 595, 2305, 606]
- toc-subsection-entry[interactable]: [64, 451, 2334, 464]
- dot-leader: . . . . . . . . . . . . . . . . . . . . . . . . . . . . . . . . . . . . . . . . . . . . . . . . . . . . . . . . . . . . . . . . . . . . . . . . . . . . . . . . . . . . . . . . . . . . . . . . . . . . . . . . . . . . . . . . . . . . . . . . . . . . . . . . . . . . . . . . . . . . . . . . . . . . . . . . . . . . . . . . . . . . . . . . . . . . . . . . . . . . . . . . . . . . . . . . . . . . . . . . . . . . . . . . . . . . . . . . . . . .: [284, 647, 2321, 658]
- toc-entry-title: CRC Memory Tag 3B(CRC_MTAG3B) – Address 124: [106, 751, 332, 763]
- toc-entry-title: ENVIRONMENTAL, MANUFACTURING, & HANDLING INFORMATION: [73, 830, 425, 842]
- toc-entry-number: 6.22: [79, 386, 98, 398]
- toc-page-number: 51: [2373, 712, 2384, 724]
- toc-entry-title: Color Polynomial Coefficient (P30, P20, P10, P03, P02, P01, P21, P12, P11, P00) – Address 5 - 24: [106, 152, 526, 163]
- toc-page-number: 40: [2322, 465, 2334, 476]
- toc-subsection-entry[interactable]: [64, 529, 2334, 542]
- toc-entry-number: 6.51: [79, 764, 98, 776]
- toc-entry-number: 6.40: [79, 621, 98, 633]
- dot-leader: . . . . . . . . . . . . . . . . . . . . . . . . . . . . . . . . . . . . . . . . . . . . . . . . . . . . . . . . . . . . . . . . . . . . . . . . . . . . . . . . . . . . . . . . . . . . . . . . . . . . . . . . . . . . . . . . . . . . . . . . . . . . . . . . . . . . . . . . . . . . . . . . . . . . . . . . . . . . . . . . . . . . . . . . . . . . . . . . . . . . . . . . . . . . . . . . . . . . . . . . . . . . . . . . . . . . . . . . . . . .: [284, 634, 2321, 646]
- dot-leader: . . . . . . . . . . . . . . . . . . . . . . . . . . . . . . . . . . . . . . . . . . . . . . . . . . . . . . . . . . . . . . . . . . . . . . . . . . . . . . . . . . . . . . . . . . . . . . . . . . . . . . . . . . . . . . . . . . . . . . . . . . . . . . . . . . . . . . . . . . . . . . . . . . . . . . . . . . . . . . . . . . . . . . . . . . . . . . . . . . . . . . . . . . . . . . . . . . . . . . . . . . . . . . . . . . . . . . . . . . . .: [284, 556, 2321, 567]
- dot-leader: . . . . . . . . . . . . . . . . . . . . . . . . . . . . . . . . . . . . . . . . . . . . . . . . . . . . . . . . . . . . . . . . . . . . . . . . . . . . . . . . . . . . . . . . . . . . . . . . . . . . . . . . . . . . . . . . . . . . . . . . . . . . . . . . . . . . . . . . . . . . . . . . . . . . . . . . . . . . . . . . . . . . . . . . . . . . . . . . . . . . . . . . . . . . . . . . . . . . . . . . . . . . . . . . . . . . . . . . . . . .: [284, 607, 2321, 619]
- toc-page-number: 42: [2322, 503, 2334, 515]
- toc-page-number: 43: [2322, 516, 2334, 528]
- toc-subsection-entry[interactable]: [64, 790, 2386, 803]
- dot-leader: . . . . . . . . . . . . . . . . . . . . . . . . . . . . . . . . . . . . . . . . . . . . . . . . . . . . . . . . . . . . . . . . . . . . . . . . . . . . . . . . . . . . . . . . . . . . . . . . . . . . . . . . . . . . . . . . . . . . . . . . . . . . . . . . . . . . . . . . . . . . . . . . . . . . . . . . . . . . . . . . . . . . . . . . . . . . . . . . . . . . . . . . . . . . . . . . . . . . . . . . . . . . . . . . . . . . . . . . . . . .: [327, 99, 2429, 111]
- toc-entry-number: 6.24: [79, 412, 98, 424]
- toc-subsection-entry[interactable]: [64, 607, 2334, 620]
- toc-page-number: 39: [2322, 425, 2334, 436]
- toc-entry-number: 6.32: [79, 516, 98, 528]
- document-id: DS954F3: [64, 881, 109, 893]
